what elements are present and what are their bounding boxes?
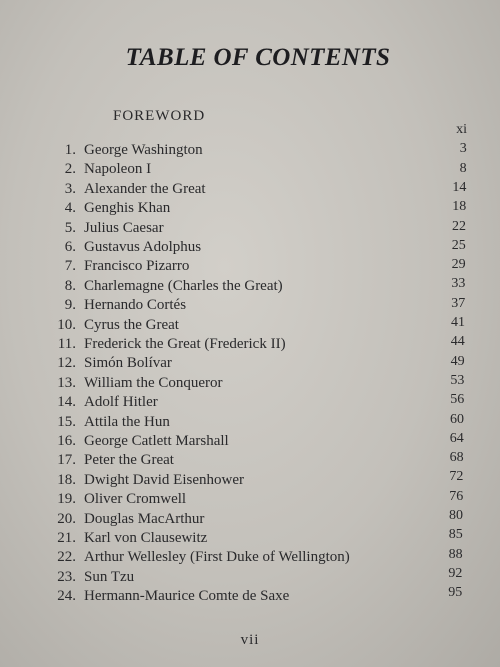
toc-page-number: 60 — [450, 411, 464, 427]
toc-entry — [0, 431, 500, 451]
toc-entry — [0, 586, 500, 606]
toc-entry-number: 6. — [64, 239, 76, 255]
toc-entry-title: Hermann-Maurice Comte de Saxe — [84, 588, 290, 605]
toc-page-number: 76 — [449, 488, 464, 504]
toc-page-number: 72 — [449, 469, 464, 485]
toc-entry — [0, 159, 500, 179]
toc-entry — [0, 412, 500, 432]
toc-entry-number: 1. — [64, 142, 76, 158]
toc-entry-number: 13. — [57, 374, 76, 391]
toc-entry — [0, 179, 500, 199]
toc-entry-title: Cyrus the Great — [84, 316, 179, 333]
toc-entry — [0, 140, 500, 160]
toc-entry-number: 2. — [64, 161, 76, 178]
toc-entry — [0, 392, 500, 412]
toc-entry-number: 22. — [57, 549, 76, 566]
toc-entry-number: 3. — [64, 180, 76, 197]
toc-entry-title: Frederick the Great (Frederick II) — [84, 336, 286, 352]
foreword-heading: FOREWORD — [113, 108, 206, 124]
toc-entry-number: 24. — [57, 588, 76, 605]
toc-entry-number: 15. — [57, 413, 76, 430]
toc-entry-title: Arthur Wellesley (First Duke of Wellington) — [84, 549, 350, 566]
toc-entry-number: 10. — [57, 316, 76, 333]
page-title: TABLE OF CONTENTS — [125, 44, 391, 71]
toc-entry — [0, 547, 500, 567]
toc-entry-number: 14. — [57, 394, 76, 411]
toc-page-number: 8 — [459, 160, 467, 176]
toc-entry-number: 18. — [57, 471, 76, 488]
toc-entry-title: Genghis Khan — [84, 200, 171, 217]
toc-entry — [0, 315, 500, 335]
toc-entry — [0, 567, 500, 587]
toc-entry-number: 4. — [64, 200, 76, 217]
toc-page-number: xi — [456, 122, 467, 137]
toc-entry-number: 17. — [57, 452, 76, 469]
toc-entry-title: William the Conqueror — [84, 374, 223, 391]
toc-entry-title: Julius Caesar — [84, 219, 164, 236]
toc-page-number: 92 — [448, 565, 463, 581]
toc-entry — [0, 276, 500, 296]
toc-entry-title: Attila the Hun — [84, 413, 170, 430]
toc-entry-title: Douglas MacArthur — [84, 510, 205, 527]
toc-page-number: 95 — [448, 585, 463, 601]
toc-entry-number: 8. — [64, 277, 76, 294]
toc-entry-title: Dwight David Eisenhower — [84, 471, 244, 488]
toc-entry — [0, 353, 500, 373]
toc-entry-number: 7. — [64, 258, 76, 275]
toc-entry — [0, 295, 500, 315]
toc-page-number: 22 — [452, 218, 466, 234]
toc-page-number: 37 — [451, 295, 466, 311]
toc-entry-number: 19. — [57, 491, 76, 508]
toc-entry — [0, 489, 500, 509]
toc-page-number: 25 — [451, 237, 466, 253]
toc-page-number: 53 — [450, 372, 465, 388]
toc-entry-title: Alexander the Great — [84, 180, 206, 197]
toc-page-number: 33 — [451, 276, 466, 292]
toc-page-number: 29 — [451, 257, 466, 273]
toc-entry-number: 21. — [57, 530, 76, 546]
toc-entry — [0, 334, 500, 354]
toc-page-number: 14 — [452, 179, 467, 195]
toc-page-number: 41 — [451, 315, 465, 330]
toc-page-number: 18 — [452, 199, 467, 215]
toc-entry — [0, 528, 500, 548]
toc-entry-number: 12. — [57, 355, 76, 372]
toc-entry-number: 9. — [64, 297, 76, 314]
toc-entry — [0, 218, 500, 238]
toc-page-number: 49 — [450, 353, 465, 369]
toc-entry-title: Hernando Cortés — [84, 297, 187, 314]
toc-entry — [0, 450, 500, 470]
toc-entry-title: Sun Tzu — [84, 568, 135, 585]
toc-entry-title: Oliver Cromwell — [84, 491, 187, 508]
toc-entry — [0, 256, 500, 276]
toc-entry-title: George Washington — [84, 142, 203, 158]
toc-page-number: 85 — [448, 527, 463, 543]
toc-entry — [0, 237, 500, 257]
toc-entry — [0, 373, 500, 393]
toc-entry-number: 11. — [57, 336, 76, 352]
toc-page-number: 44 — [450, 334, 465, 350]
toc-page-number: 80 — [449, 508, 463, 523]
toc-entry-title: George Catlett Marshall — [84, 433, 229, 449]
toc-entry-number: 5. — [64, 219, 76, 236]
toc-entry-title: Peter the Great — [84, 452, 174, 469]
toc-entry-title: Francisco Pizarro — [84, 258, 190, 275]
toc-entry-title: Adolf Hitler — [84, 394, 158, 411]
toc-page-number: 64 — [449, 430, 464, 446]
toc-entry — [0, 509, 500, 529]
toc-page-number: 88 — [448, 546, 463, 562]
toc-entry — [0, 198, 500, 218]
toc-entry-title: Simón Bolívar — [84, 355, 172, 372]
toc-entry-title: Karl von Clausewitz — [84, 530, 208, 546]
toc-page-number: 68 — [449, 450, 464, 466]
toc-page-number: 56 — [450, 392, 465, 408]
toc-entry-number: 16. — [57, 433, 76, 449]
toc-entry-title: Napoleon I — [84, 161, 152, 178]
toc-entry-title: Charlemagne (Charles the Great) — [84, 277, 283, 294]
toc-entry — [0, 470, 500, 490]
toc-entry-title: Gustavus Adolphus — [84, 239, 202, 255]
toc-page-number: 3 — [459, 141, 467, 157]
page-folio: vii — [240, 632, 260, 648]
toc-entry-number: 20. — [57, 510, 76, 527]
toc-entry-number: 23. — [57, 568, 76, 585]
